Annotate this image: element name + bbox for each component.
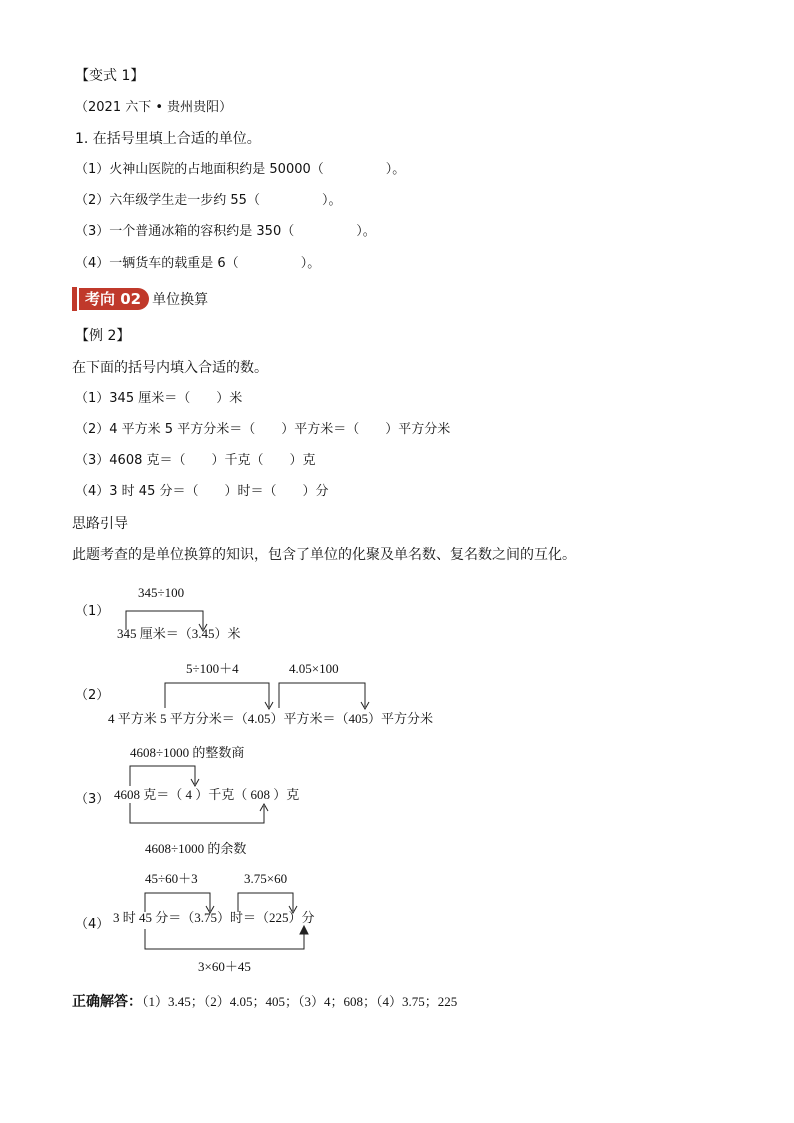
d3-label: （3） xyxy=(75,792,110,807)
d4-arrowhead-bottom xyxy=(300,926,308,934)
variant-item-4-prefix: （4）一辆货车的载重是 6（ xyxy=(75,256,239,271)
d4-formula-a: 45÷60＋3 xyxy=(145,871,198,886)
d1-label: （1） xyxy=(75,604,110,619)
d4-line: 3 时 45 分＝（3.75）时＝（225）分 xyxy=(113,910,315,925)
d1-formula: 345÷100 xyxy=(138,585,185,600)
example-item-4: （4）3 时 45 分＝（ ）时＝（ ）分 xyxy=(75,484,329,499)
variant-item-3-prefix: （3）一个普通冰箱的容积约是 350（ xyxy=(75,224,295,239)
d2-bracket-a xyxy=(165,683,269,708)
variant-heading: 【变式 1】 xyxy=(75,68,145,84)
d3-line: 4608 克＝（ 4 ）千克（ 608 ）克 xyxy=(114,787,300,802)
d4-label: （4） xyxy=(75,917,110,932)
d2-line: 4 平方米 5 平方分米＝（4.05）平方米＝（405）平方分米 xyxy=(108,711,434,726)
d3-arrowhead-bottom xyxy=(260,804,268,811)
example-question: 在下面的括号内填入合适的数。 xyxy=(72,360,268,376)
d3-formula-top: 4608÷1000 的整数商 xyxy=(130,745,245,760)
d2-formula-b: 4.05×100 xyxy=(289,661,339,676)
d2-label: （2） xyxy=(75,688,110,703)
variant-item-3-suffix: ）。 xyxy=(356,224,376,239)
variant-source: （2021 六下 • 贵州贵阳） xyxy=(75,100,233,115)
d2-arrowhead-a xyxy=(265,702,273,709)
variant-item-1-prefix: （1）火神山医院的占地面积约是 50000（ xyxy=(75,162,324,177)
variant-item-2-prefix: （2）六年级学生走一步约 55（ xyxy=(75,193,260,208)
d3-arrowhead-top xyxy=(191,779,199,786)
answer xyxy=(72,994,457,1011)
section-badge xyxy=(72,287,208,311)
variant-item-4-suffix: ）。 xyxy=(300,256,321,271)
d2-bracket-b xyxy=(279,683,365,708)
d4-formula-b: 3.75×60 xyxy=(244,871,288,886)
example-item-3: （3）4608 克＝（ ）千克（ ）克 xyxy=(75,453,316,468)
d1-line: 345 厘米＝（3.45）米 xyxy=(117,626,241,641)
d2-formula-a: 5÷100＋4 xyxy=(186,661,239,676)
variant-item-3 xyxy=(75,224,376,240)
example-item-2: （2）4 平方米 5 平方分米＝（ ）平方米＝（ ）平方分米 xyxy=(75,422,451,437)
d3-bracket-top xyxy=(130,766,195,786)
variant-item-1 xyxy=(75,162,405,178)
section-title: 单位换算 xyxy=(152,292,209,308)
answer-label: 正确解答： xyxy=(72,994,142,1010)
variant-item-2-suffix: ）。 xyxy=(321,193,342,208)
variant-item-2 xyxy=(75,193,341,209)
d4-bracket-bottom xyxy=(145,929,304,949)
example-heading: 【例 2】 xyxy=(75,328,131,344)
d3-bracket-bottom xyxy=(130,803,264,823)
section-badge-label: 考向 02 xyxy=(79,288,149,310)
answer-text: （1）3.45；（2）4.05；405；（3）4；608；（4）3.75；225 xyxy=(142,994,458,1009)
d4-formula-bottom: 3×60＋45 xyxy=(198,959,251,974)
d2-arrowhead-b xyxy=(361,702,369,709)
guide-heading: 思路引导 xyxy=(72,516,128,532)
section-badge-bar xyxy=(72,287,77,311)
example-item-1: （1）345 厘米＝（ ）米 xyxy=(75,391,243,406)
variant-item-4 xyxy=(75,256,320,272)
variant-item-1-suffix: ）。 xyxy=(385,162,406,177)
variant-question: 1. 在括号里填上合适的单位。 xyxy=(75,131,261,147)
d3-formula-bottom: 4608÷1000 的余数 xyxy=(145,841,247,856)
guide-text: 此题考查的是单位换算的知识，包含了单位的化聚及单名数、复名数之间的互化。 xyxy=(72,547,576,563)
